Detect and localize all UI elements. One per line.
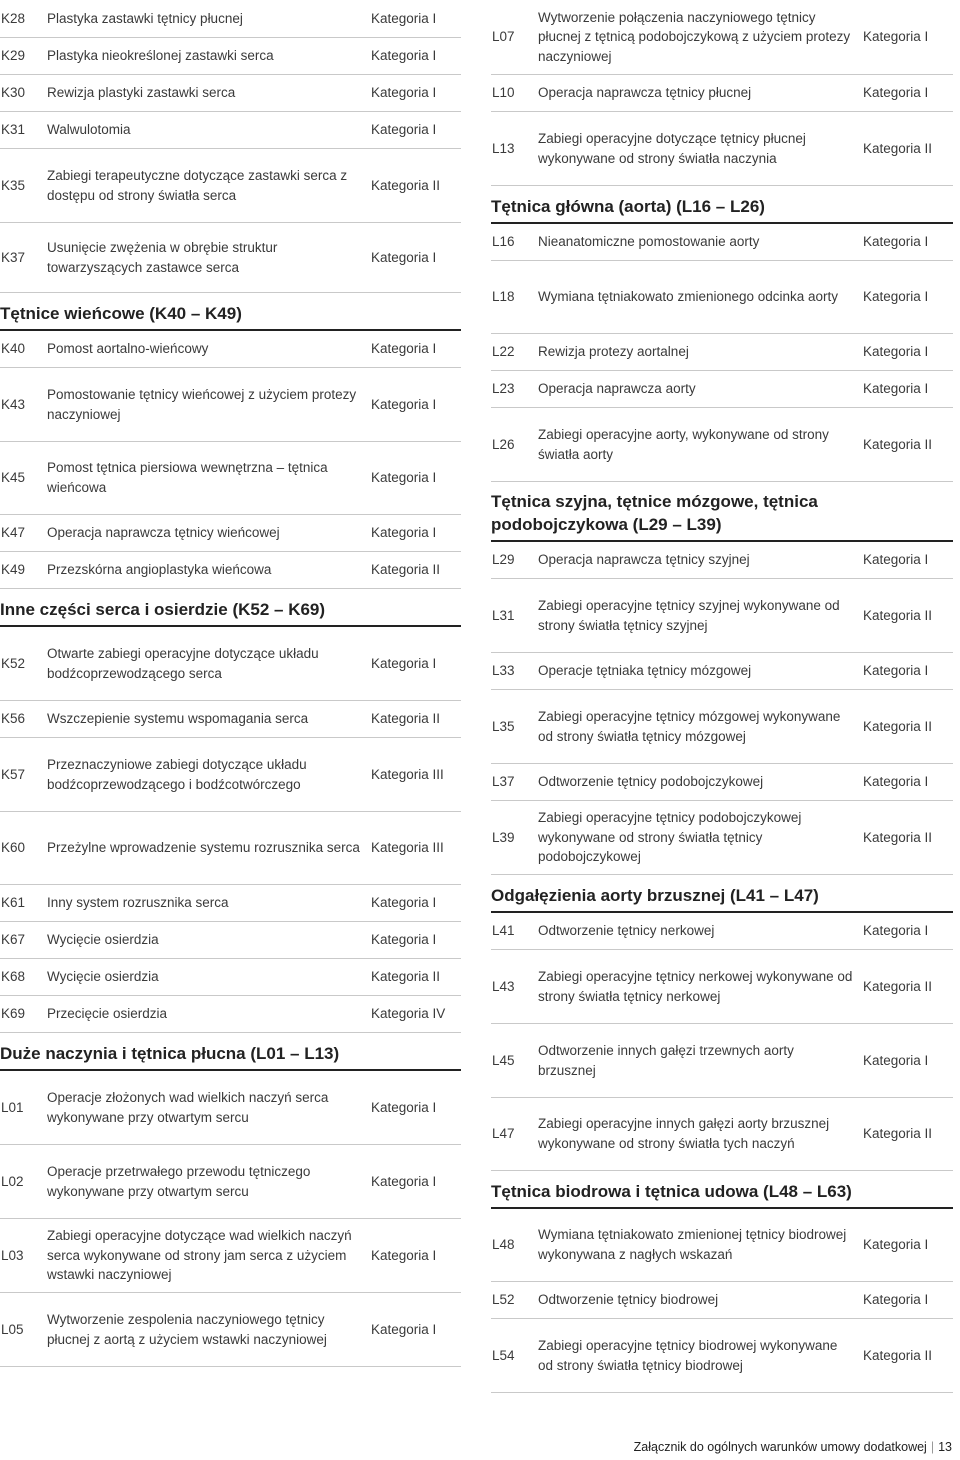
procedure-description: Wszczepienie systemu wspomagania serca [47,711,309,727]
procedure-description: Pomostowanie tętnicy wieńcowej z użyciem protezy naczyniowej [47,386,357,422]
procedure-description: Operacje tętniaka tętnicy mózgowej [538,663,752,679]
section-heading [491,1171,953,1209]
table-row [0,442,461,515]
procedure-category: Kategoria I [863,29,929,45]
procedure-code: L05 [1,1321,24,1337]
procedure-description: Przezskórna angioplastyka wieńcowa [47,562,272,578]
procedure-code: K60 [1,840,26,856]
right-column [491,0,953,1393]
procedure-code: L07 [492,29,515,45]
procedure-description: Zabiegi operacyjne tętnicy szyjnej wykonywane od strony światła tętnicy szyjnej [538,597,840,633]
procedure-category: Kategoria I [863,923,929,939]
procedure-code: L01 [1,1099,24,1115]
procedure-code: K29 [1,48,26,64]
table-row [0,1219,461,1293]
table-row [0,1071,461,1145]
procedure-code: L03 [1,1247,24,1263]
procedure-category: Kategoria II [371,177,441,193]
procedure-description: Wytworzenie połączenia naczyniowego tętnicy płucnej z tętnicą podobojczykową z użyciem protezy naczyniowej [538,9,851,64]
procedure-description: Operacja naprawcza aorty [538,381,696,397]
procedure-code: K52 [1,655,26,671]
procedure-description: Plastyka zastawki tętnicy płucnej [47,10,243,26]
procedure-description: Odtworzenie innych gałęzi trzewnych aorty brzusznej [538,1042,794,1078]
procedure-category: Kategoria I [371,655,437,671]
procedure-code: L02 [1,1173,24,1189]
section-heading [491,186,953,224]
procedure-description: Zabiegi operacyjne aorty, wykonywane od strony światła aorty [538,426,829,462]
procedure-category: Kategoria I [863,774,929,790]
table-row [491,261,953,334]
procedure-code: L41 [492,923,515,939]
procedure-category: Kategoria I [863,381,929,397]
table-row [491,764,953,801]
procedure-description: Wytworzenie zespolenia naczyniowego tętnicy płucnej z aortą z użyciem wstawki naczyniowej [47,1311,327,1347]
section-heading-text: Tętnica główna (aorta) (L16 – L26) [491,197,765,217]
table-row [0,515,461,552]
section-heading [491,875,953,913]
table-row [0,368,461,442]
procedure-category: Kategoria I [371,1247,437,1263]
procedure-category: Kategoria I [371,1321,437,1337]
procedure-category: Kategoria I [371,932,437,948]
procedure-description: Operacja naprawcza tętnicy wieńcowej [47,525,280,541]
procedure-description: Operacja naprawcza tętnicy płucnej [538,85,752,101]
procedure-code: L18 [492,289,515,305]
procedure-code: L52 [492,1292,515,1308]
section-heading-text: Tętnica szyjna, tętnice mózgowe, tętnica podobojczykowa (L29 – L39) [491,492,818,535]
table-row [0,149,461,223]
table-row [0,627,461,701]
procedure-description: Przecięcie osierdzia [47,1006,168,1022]
procedure-description: Rewizja protezy aortalnej [538,344,689,360]
section-heading [0,293,461,331]
procedure-category: Kategoria II [371,711,441,727]
table-row [0,1293,461,1367]
procedure-code: K47 [1,525,26,541]
procedure-code: K67 [1,932,26,948]
procedure-category: Kategoria I [371,10,437,26]
table-row [491,801,953,875]
procedure-description: Wymiana tętniakowato zmienionego odcinka aorty [538,289,839,305]
procedure-description: Zabiegi operacyjne dotyczące wad wielkich naczyń serca wykonywane od strony jam serca z użyciem wstawki naczyniowej [47,1228,352,1283]
table-row [491,75,953,112]
procedure-description: Inny system rozrusznika serca [47,895,229,911]
section-heading-text: Tętnica biodrowa i tętnica udowa (L48 – L63) [491,1182,852,1202]
section-heading [0,1033,461,1071]
procedure-code: L22 [492,344,515,360]
procedure-code: L23 [492,381,515,397]
procedure-code: L43 [492,978,515,994]
procedure-code: K43 [1,396,26,412]
procedure-code: K35 [1,177,26,193]
section-heading-text: Odgałęzienia aorty brzusznej (L41 – L47) [491,886,819,906]
table-row [0,922,461,959]
table-row [491,408,953,482]
procedure-category: Kategoria I [371,396,437,412]
table-row [0,75,461,112]
procedure-description: Odtworzenie tętnicy podobojczykowej [538,774,764,790]
table-row [0,552,461,589]
procedure-category: Kategoria II [863,607,933,623]
section-heading-text: Tętnice wieńcowe (K40 – K49) [0,304,242,324]
table-row [0,112,461,149]
procedure-code: L13 [492,140,515,156]
procedure-category: Kategoria I [863,663,929,679]
procedure-description: Odtworzenie tętnicy biodrowej [538,1292,719,1308]
procedure-code: L45 [492,1052,515,1068]
procedure-category: Kategoria II [863,978,933,994]
procedure-code: K45 [1,470,26,486]
table-row [491,224,953,261]
procedure-code: K68 [1,969,26,985]
procedure-description: Operacje złożonych wad wielkich naczyń serca wykonywane przy otwartym sercu [47,1089,329,1125]
procedure-category: Kategoria II [863,140,933,156]
procedure-code: K28 [1,10,26,26]
procedure-description: Pomost tętnica piersiowa wewnętrzna – tętnica wieńcowa [47,460,328,495]
procedure-description: Wycięcie osierdzia [47,969,159,985]
table-row [491,913,953,950]
procedure-code: L16 [492,234,515,250]
procedure-category: Kategoria II [863,436,933,452]
procedure-category: Kategoria II [863,1347,933,1363]
table-row [491,579,953,653]
page-number: 13 [938,1439,952,1454]
procedure-code: K69 [1,1006,26,1022]
table-row [491,0,953,75]
table-row [0,0,461,38]
procedure-code: K31 [1,122,26,138]
procedure-description: Przeżylne wprowadzenie systemu rozrusznika serca [47,840,360,856]
procedure-code: L31 [492,607,515,623]
procedure-description: Zabiegi operacyjne dotyczące tętnicy płucnej wykonywane od strony światła naczynia [538,130,806,166]
procedure-code: L35 [492,718,515,734]
procedure-description: Wycięcie osierdzia [47,932,159,948]
table-row [491,1282,953,1319]
procedure-category: Kategoria I [371,249,437,265]
procedure-category: Kategoria IV [371,1006,446,1022]
procedure-description: Zabiegi operacyjne tętnicy biodrowej wykonywane od strony światła tętnicy biodrowej [538,1337,838,1373]
procedure-description: Nieanatomiczne pomostowanie aorty [538,234,760,250]
table-row [0,812,461,885]
procedure-category: Kategoria II [863,1126,933,1142]
procedure-code: K37 [1,249,26,265]
procedure-category: Kategoria I [863,1237,929,1253]
table-row [491,542,953,579]
procedure-code: K40 [1,341,26,357]
table-row [491,1209,953,1282]
procedure-code: K57 [1,766,26,782]
table-row [0,1145,461,1219]
procedure-description: Operacje przetrwałego przewodu tętniczego wykonywane przy otwartym sercu [47,1163,311,1199]
page-footer [634,1438,952,1456]
procedure-description: Operacja naprawcza tętnicy szyjnej [538,552,750,568]
procedure-code: K30 [1,85,26,101]
table-row [491,1024,953,1098]
procedure-description: Zabiegi terapeutyczne dotyczące zastawki serca z dostępu od strony światła serca [47,167,348,203]
procedure-category: Kategoria I [371,48,437,64]
procedure-description: Odtworzenie tętnicy nerkowej [538,923,715,939]
section-heading [491,482,953,542]
procedure-category: Kategoria I [863,234,929,250]
procedure-description: Rewizja plastyki zastawki serca [47,85,236,101]
procedure-category: Kategoria I [371,122,437,138]
footer-text: Załącznik do ogólnych warunków umowy dodatkowej [633,1439,927,1454]
procedure-category: Kategoria I [863,85,929,101]
procedure-description: Zabiegi operacyjne tętnicy nerkowej wykonywane od strony światła tętnicy nerkowej [538,968,853,1004]
procedure-category: Kategoria I [371,1173,437,1189]
procedure-code: L33 [492,663,515,679]
procedure-category: Kategoria I [863,344,929,360]
procedure-code: L39 [492,829,515,845]
procedure-code: K61 [1,895,26,911]
table-row [0,738,461,812]
table-row [491,334,953,371]
procedure-code: L26 [492,436,515,452]
table-row [491,950,953,1024]
procedure-category: Kategoria III [371,840,444,856]
section-heading-text: Inne części serca i osierdzie (K52 – K69) [0,600,326,620]
procedure-category: Kategoria I [863,1052,929,1068]
procedure-code: L47 [492,1126,515,1142]
table-row [491,653,953,690]
procedure-category: Kategoria I [371,525,437,541]
procedure-code: L48 [492,1237,515,1253]
table-row [0,885,461,922]
table-row [0,996,461,1033]
procedure-category: Kategoria I [863,1292,929,1308]
table-row [0,331,461,368]
procedure-description: Zabiegi operacyjne tętnicy mózgowej wykonywane od strony światła tętnicy mózgowej [538,708,841,744]
procedure-description: Pomost aortalno-wieńcowy [47,341,209,357]
procedure-description: Otwarte zabiegi operacyjne dotyczące układu bodźcoprzewodzącego serca [47,645,319,681]
procedure-category: Kategoria III [371,766,444,782]
footer-separator: | [930,1439,935,1454]
procedure-code: K56 [1,711,26,727]
section-heading-text: Duże naczynia i tętnica płucna (L01 – L13) [0,1044,340,1064]
procedure-description: Wymiana tętniakowato zmienionej tętnicy biodrowej wykonywana z nagłych wskazań [538,1227,847,1262]
table-row [0,701,461,738]
procedure-code: L54 [492,1347,515,1363]
procedure-description: Zabiegi operacyjne tętnicy podobojczykowej wykonywane od strony światła tętnicy podobojczykowej [538,810,802,865]
table-row [491,112,953,186]
procedure-category: Kategoria II [371,969,441,985]
procedure-category: Kategoria I [371,85,437,101]
procedure-category: Kategoria II [863,829,933,845]
left-column [0,0,461,1367]
procedure-category: Kategoria I [371,1099,437,1115]
procedure-category: Kategoria I [863,289,929,305]
procedure-code: L37 [492,774,515,790]
procedure-category: Kategoria I [863,552,929,568]
procedure-description: Walwulotomia [47,122,131,138]
table-row [491,1319,953,1393]
procedure-description: Plastyka nieokreślonej zastawki serca [47,48,274,64]
table-row [0,223,461,293]
procedure-code: L10 [492,85,515,101]
table-row [491,371,953,408]
procedure-description: Przeznaczyniowe zabiegi dotyczące układu bodźcoprzewodzącego i bodźcotwórczego [47,756,307,792]
procedure-category: Kategoria II [371,562,441,578]
procedure-category: Kategoria II [863,718,933,734]
procedure-code: K49 [1,562,26,578]
procedure-description: Zabiegi operacyjne innych gałęzi aorty brzusznej wykonywane od strony światła tych naczyń [538,1116,830,1151]
procedure-category: Kategoria I [371,895,437,911]
procedure-category: Kategoria I [371,470,437,486]
procedure-category: Kategoria I [371,341,437,357]
section-heading [0,589,461,627]
table-row [0,959,461,996]
table-row [491,690,953,764]
table-row [0,38,461,75]
procedure-description: Usunięcie zwężenia w obrębie struktur towarzyszących zastawce serca [47,239,278,275]
procedure-code: L29 [492,552,515,568]
table-row [491,1098,953,1171]
